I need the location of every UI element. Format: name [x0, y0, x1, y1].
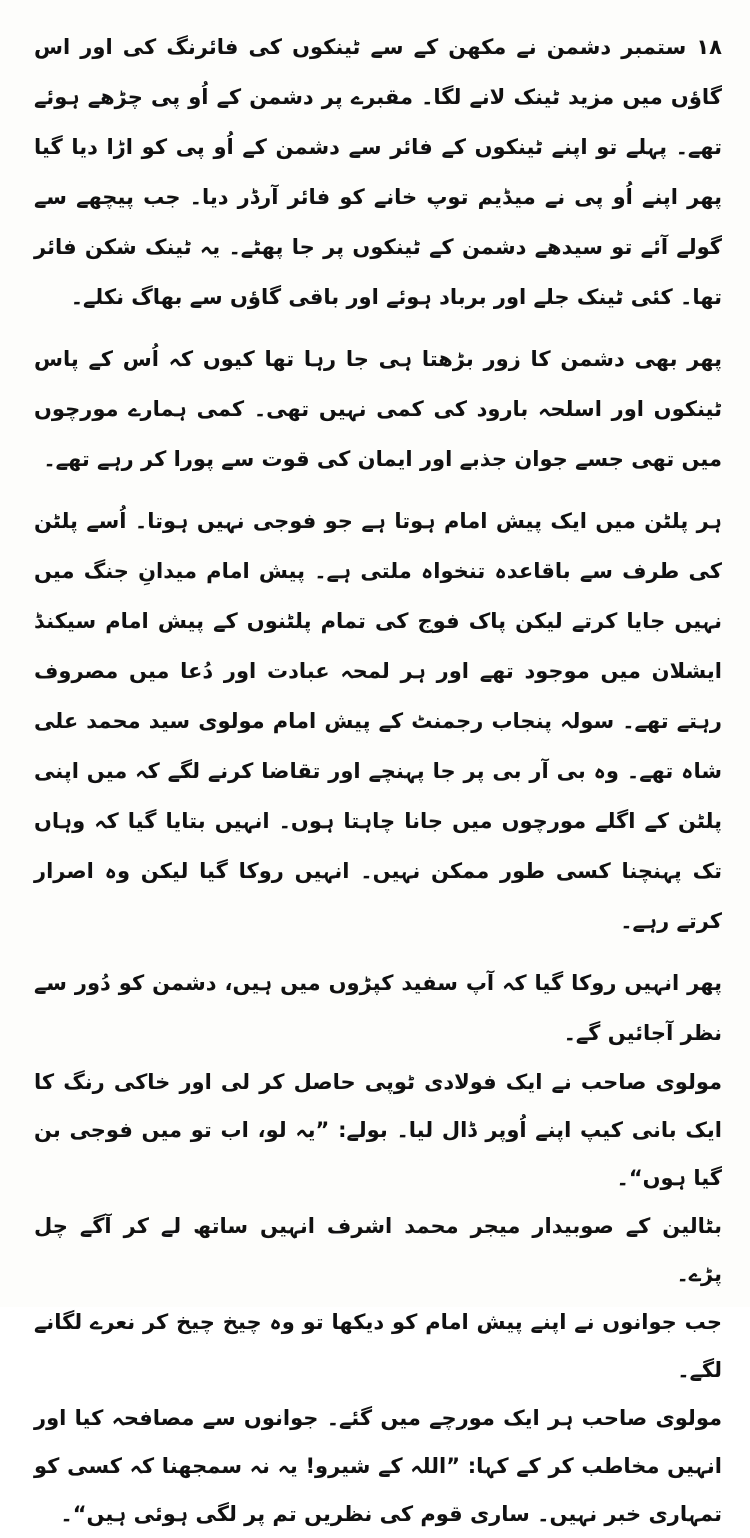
paragraph-slogans: جب جوانوں نے اپنے پیش امام کو دیکھا تو وہ چیخ چیخ کر نعرے لگانے لگے۔ — [34, 1310, 722, 1382]
paragraph-enemy-pressure: پھر بھی دشمن کا زور بڑھتا ہی جا رہا تھا کیوں کہ اُس کے پاس ٹینکوں اور اسلحہ بارود کی کمی نہیں تھی۔ کمی ہمارے مورچوں میں تھی جسے جوان جذبے اور ایمان کی قوت سے پورا کر رہے تھے۔ — [34, 347, 722, 471]
paragraph-tank-battle: ۱۸ ستمبر دشمن نے مکھن کے سے ٹینکوں کی فائرنگ کی اور اس گاؤں میں مزید ٹینک لانے لگا۔ مقبرے پر دشمن کے اُو پی چڑھے ہوئے تھے۔ پہلے تو اپنے ٹینکوں کے فائر سے دشمن کے اُو پی کو اڑا دیا گیا پھر اپنے اُو پی نے میڈیم توپ خانے کو فائر آرڈر دیا۔ جب پیچھے سے گولے آئے تو سیدھے دشمن کے ٹینکوں پر جا پھٹے۔ یہ ٹینک شکن فائر تھا۔ کئی ٹینک جلے اور برباد ہوئے اور باقی گاؤں سے بھاگ نکلے۔ — [34, 35, 722, 309]
paragraph-pesh-imam: ہر پلٹن میں ایک پیش امام ہوتا ہے جو فوجی نہیں ہوتا۔ اُسے پلٹن کی طرف سے باقاعدہ تنخواہ ملتی ہے۔ پیش امام میدانِ جنگ میں نہیں جایا کرتے لیکن پاک فوج کی تمام پلٹنوں کے پیش امام سیکنڈ ایشلان میں موجود تھے اور ہر لمحہ عبادت اور دُعا میں مصروف رہتے تھے۔ سولہ پنجاب رجمنٹ کے پیش امام مولوی سید محمد علی شاہ تھے۔ وہ بی آر بی پر جا پہنچے اور تقاضا کرنے لگے کہ میں اپنی پلٹن کے اگلے مورچوں میں جانا چاہتا ہوں۔ انہیں بتایا گیا کہ وہاں تک پہنچنا کسی طور ممکن نہیں۔ انہیں روکا گیا لیکن وہ اصرار کرتے رہے۔ — [34, 509, 722, 933]
paragraph-subedar-major: بٹالین کے صوبیدار میجر محمد اشرف انہیں ساتھ لے کر آگے چل پڑے۔ — [34, 1214, 722, 1286]
paragraph-stopped: پھر انہیں روکا گیا کہ آپ سفید کپڑوں میں ہیں، دشمن کو دُور سے نظر آجائیں گے۔ — [34, 971, 722, 1045]
paragraph-helmet: مولوی صاحب نے ایک فولادی ٹوپی حاصل کر لی اور خاکی رنگ کا ایک بانی کیپ اپنے اُوپر ڈال لیا۔ بولے: ”یہ لو، اب تو میں فوجی بن گیا ہوں“۔ — [34, 1070, 722, 1190]
paragraph-address: مولوی صاحب ہر ایک مورچے میں گئے۔ جوانوں سے مصافحہ کیا اور انہیں مخاطب کر کے کہا: ”اللہ کے شیرو! یہ نہ سمجھنا کہ کسی کو تمہاری خبر نہیں۔ ساری قوم کی نظریں تم پر لگی ہوئی ہیں“۔ — [34, 1406, 722, 1526]
